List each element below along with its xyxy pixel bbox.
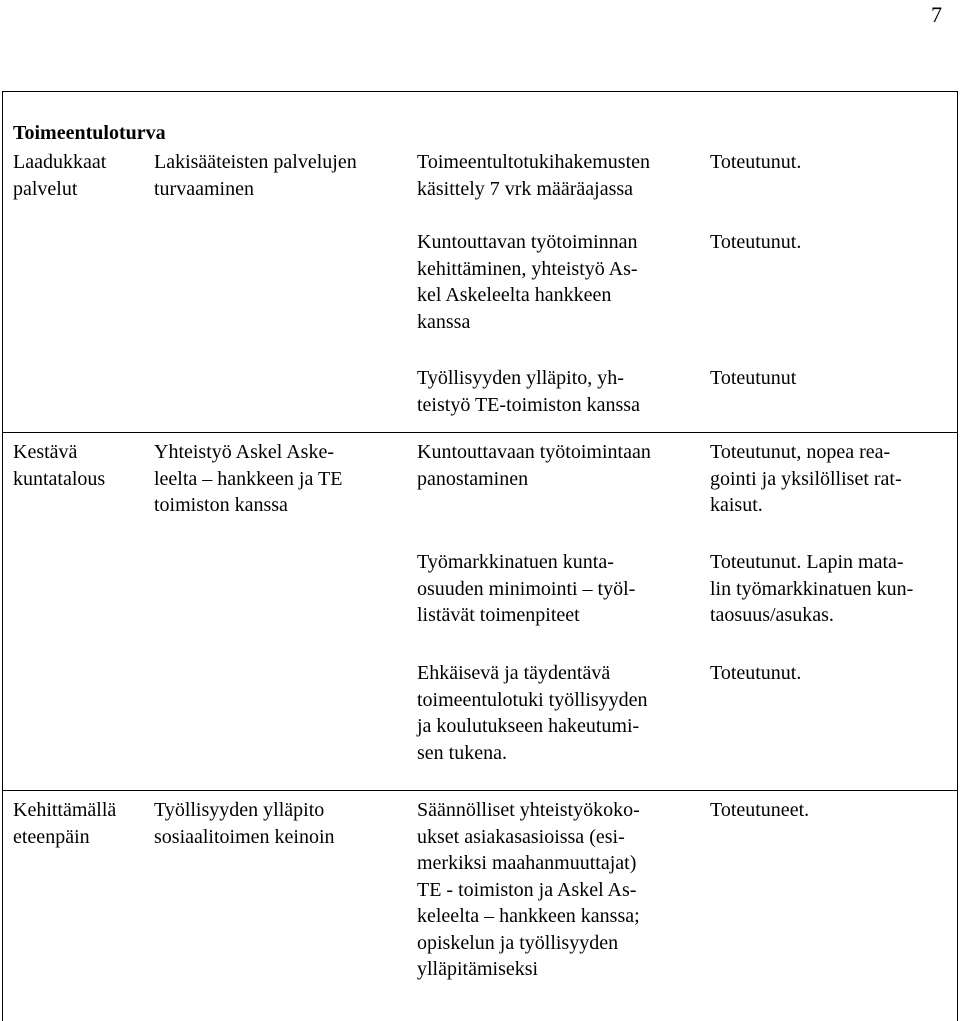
goal-cell: Työllisyyden ylläpito sosiaalitoimen keinoin [154,799,335,848]
status-cell: Toteutunut. [710,231,802,253]
area-cell: Kehittämällä eteenpäin [13,799,117,848]
area-cell: Kestävä kuntatalous [13,441,106,490]
measure-cell: Kuntouttavaan työtoimintaan panostaminen [417,441,651,490]
row-divider [3,790,957,791]
goal-cell: Yhteistyö Askel Aske- leelta – hankkeen ja TE toimiston kanssa [154,441,343,516]
status-cell: Toteutuneet. [710,799,810,821]
measure-cell: Työllisyyden ylläpito, yh- teistyö TE-toimiston kanssa [417,367,640,416]
status-cell: Toteutunut. [710,662,802,684]
area-cell: Laadukkaat palvelut [13,151,107,200]
measure-cell: Ehkäisevä ja täydentävä toimeentulotuki työllisyyden ja koulutukseen hakeutumi- sen tukena. [417,662,648,764]
status-cell: Toteutunut. Lapin mata- lin työmarkkinatuen kun- taosuus/asukas. [710,551,914,626]
measure-cell: Kuntouttavan työtoiminnan kehittäminen, yhteistyö As- kel Askeleelta hankkeen kanssa [417,231,638,333]
goal-cell: Lakisääteisten palvelujen turvaaminen [154,151,357,200]
section-title: Toimeentuloturva [13,122,166,144]
page-number: 7 [931,2,942,27]
measure-cell: Toimeentultotukihakemusten käsittely 7 vrk määräajassa [417,151,650,200]
measure-cell: Säännölliset yhteistyökoko- ukset asiakasasioissa (esi- merkiksi maahanmuuttajat) TE - toimiston ja Askel As- keleelta – hankkeen kanssa; opiskelun ja työllisyyden ylläpitämiseksi [417,799,640,980]
status-cell: Toteutunut [710,367,797,389]
row-divider [3,432,957,433]
status-cell: Toteutunut, nopea rea- gointi ja yksilölliset rat- kaisut. [710,441,902,516]
measure-cell: Työmarkkinatuen kunta- osuuden minimointi – työl- listävät toimenpiteet [417,551,636,626]
status-cell: Toteutunut. [710,151,802,173]
